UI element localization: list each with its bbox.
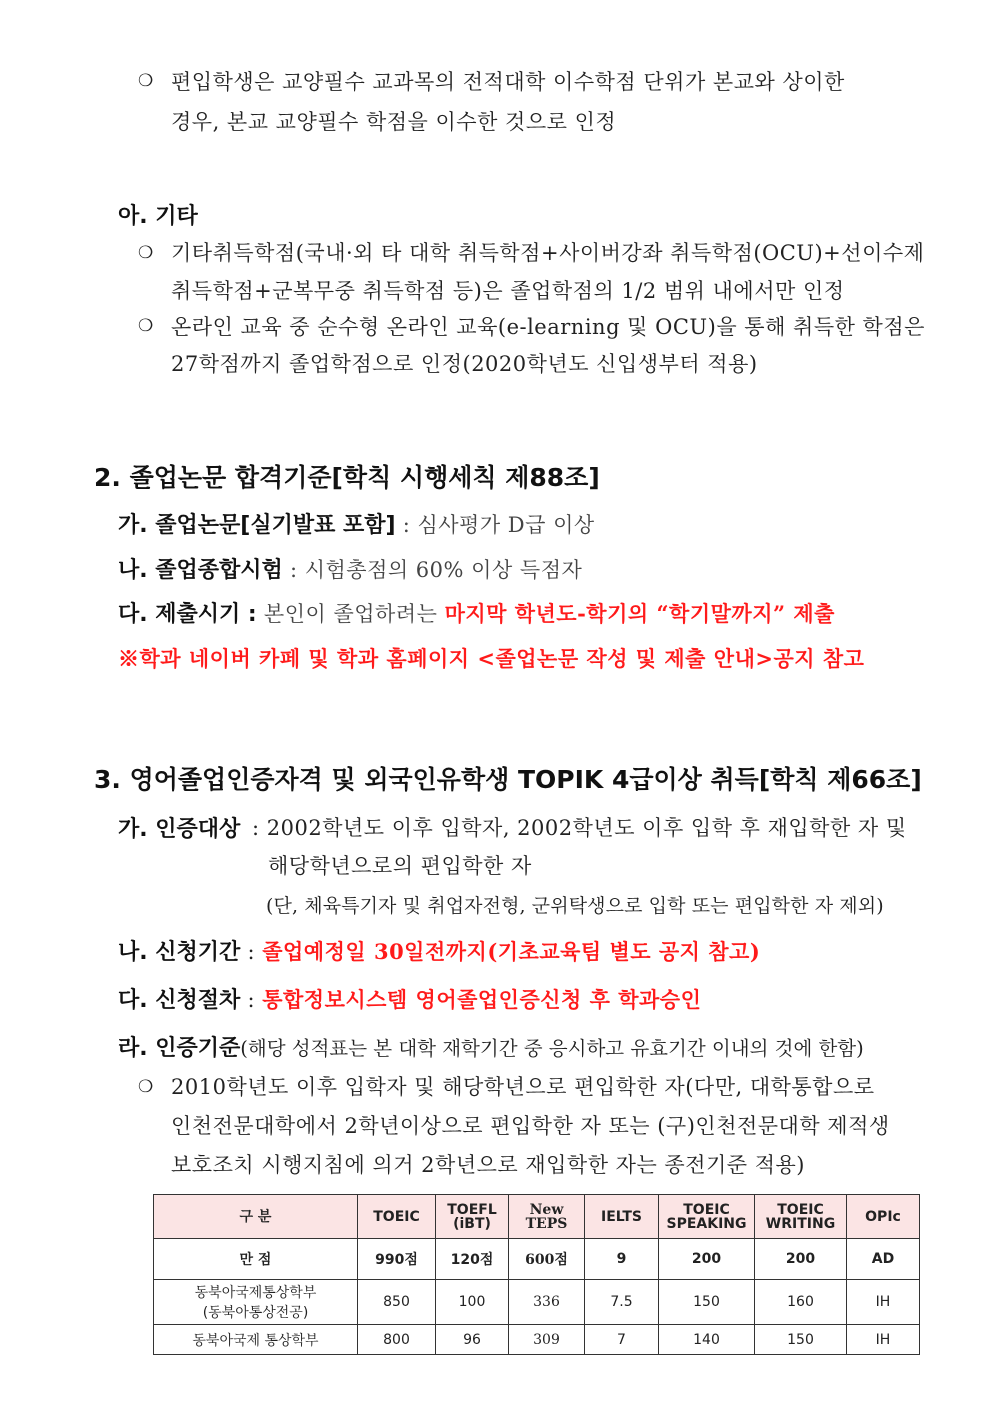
section3-ga-line1: : 2002학년도 이후 입학자, 2002학년도 이후 입학 후 재입학한 자 및	[252, 816, 907, 840]
section2-item-da	[118, 597, 835, 628]
header-toeic-speaking: TOEIC SPEAKING	[659, 1195, 755, 1239]
section3-na-period: 졸업예정일 30일전까지(기초교육팀 별도 공지 참고)	[262, 939, 761, 964]
section3-item-da	[118, 983, 701, 1014]
transfer-line-1: 편입학생은 교양필수 교과목의 전적대학 이수학점 단위가 본교와 상이한	[171, 70, 845, 94]
cell-toeic: 800	[358, 1325, 436, 1355]
section2-ga-text: : 심사평가 D급 이상	[395, 513, 595, 537]
cell-toefl: 96	[436, 1325, 509, 1355]
header-division: 구 분	[154, 1195, 358, 1239]
bullet-circle-icon: ❍	[138, 71, 154, 91]
cell-label: 만 점	[154, 1239, 358, 1280]
section2-na-text: : 시험총점의 60% 이상 득점자	[282, 558, 583, 582]
cell-toeic: 850	[358, 1280, 436, 1325]
section2-da-text: 본인이 졸업하려는	[256, 602, 445, 626]
section3-item-na	[118, 935, 760, 966]
section3-ra-text: (해당 성적표는 본 대학 재학기간 중 응시하고 유효기간 이내의 것에 한함)	[240, 1037, 864, 1060]
transfer-line-2: 경우, 본교 교양필수 학점을 이수한 것으로 인정	[171, 110, 617, 134]
table-row-full-score	[154, 1239, 920, 1280]
header-new-teps: New TEPS	[509, 1195, 585, 1239]
section3-ga-line2: 해당학년으로의 편입학한 자	[268, 854, 532, 878]
section3-da-label: 다. 신청절차	[118, 988, 241, 1013]
table-row	[154, 1325, 920, 1355]
table-header-row	[154, 1195, 920, 1239]
cell-opic: IH	[847, 1280, 920, 1325]
section3-da-procedure: 통합정보시스템 영어졸업인증신청 후 학과승인	[262, 987, 702, 1012]
cell-writing: 160	[755, 1280, 847, 1325]
english-requirement-table	[153, 1194, 920, 1355]
section3-ra-label: 라. 인증기준	[118, 1036, 241, 1061]
cell-label: 동북아국제 통상학부	[154, 1325, 358, 1355]
section2-item-na	[118, 553, 582, 584]
cell-speaking: 140	[659, 1325, 755, 1355]
other-bullet1-line2: 취득학점+군복무중 취득학점 등)은 졸업학점의 1/2 범위 내에서만 인정	[171, 279, 845, 303]
section2-da-deadline: 마지막 학년도-학기의 “학기말까지” 제출	[444, 601, 835, 626]
section2-da-label: 다. 제출시기 :	[118, 602, 257, 627]
section3-bullet-line3: 보호조치 시행지침에 의거 2학년으로 재입학한 자는 종전기준 적용)	[171, 1153, 806, 1177]
other-bullet1-line1: 기타취득학점(국내·외 타 대학 취득학점+사이버강좌 취득학점(OCU)+선이수제	[171, 241, 925, 265]
section2-ga-label: 가. 졸업논문[실기발표 포함]	[118, 513, 396, 538]
section3-na-colon: :	[240, 940, 263, 964]
header-toefl: TOEFL (iBT)	[436, 1195, 509, 1239]
cell-ielts: 9	[585, 1239, 659, 1280]
section2-na-label: 나. 졸업종합시험	[118, 558, 283, 583]
section3-ga-label: 가. 인증대상	[118, 817, 241, 842]
bullet-circle-icon: ❍	[138, 316, 154, 336]
section3-bullet-line1: 2010학년도 이후 입학자 및 해당학년으로 편입학한 자(다만, 대학통합으로	[171, 1075, 875, 1099]
section2-heading: 2. 졸업논문 합격기준[학칙 시행세칙 제88조]	[94, 463, 600, 492]
other-heading: 아. 기타	[118, 204, 198, 229]
cell-opic: IH	[847, 1325, 920, 1355]
cell-speaking: 200	[659, 1239, 755, 1280]
bullet-circle-icon: ❍	[138, 1077, 154, 1097]
section3-ga-line3: (단, 체육특기자 및 취업자전형, 군위탁생으로 입학 또는 편입학한 자 제외)	[266, 895, 884, 917]
section2-note: ※학과 네이버 카페 및 학과 홈페이지 <졸업논문 작성 및 제출 안내>공지 참고	[118, 646, 865, 671]
cell-speaking: 150	[659, 1280, 755, 1325]
cell-ielts: 7	[585, 1325, 659, 1355]
cell-toefl: 120점	[436, 1239, 509, 1280]
cell-label: 동북아국제통상학부 (동북아통상전공)	[154, 1280, 358, 1325]
section3-bullet-line2: 인천전문대학에서 2학년이상으로 편입학한 자 또는 (구)인천전문대학 제적생	[171, 1114, 890, 1138]
bullet-circle-icon: ❍	[138, 243, 154, 263]
other-bullet2-line1: 온라인 교육 중 순수형 온라인 교육(e-learning 및 OCU)을 통해 취득한 학점은	[171, 315, 925, 339]
cell-opic: AD	[847, 1239, 920, 1280]
cell-teps: 309	[509, 1325, 585, 1355]
header-toeic: TOEIC	[358, 1195, 436, 1239]
section3-na-label: 나. 신청기간	[118, 940, 241, 965]
header-opic: OPIc	[847, 1195, 920, 1239]
cell-teps: 336	[509, 1280, 585, 1325]
cell-teps: 600점	[509, 1239, 585, 1280]
header-ielts: IELTS	[585, 1195, 659, 1239]
section3-da-colon: :	[240, 988, 263, 1012]
cell-writing: 150	[755, 1325, 847, 1355]
other-bullet2-line2: 27학점까지 졸업학점으로 인정(2020학년도 신입생부터 적용)	[171, 352, 758, 376]
section2-item-ga	[118, 508, 595, 539]
cell-ielts: 7.5	[585, 1280, 659, 1325]
header-toeic-writing: TOEIC WRITING	[755, 1195, 847, 1239]
cell-toeic: 990점	[358, 1239, 436, 1280]
table-row	[154, 1280, 920, 1325]
cell-toefl: 100	[436, 1280, 509, 1325]
section3-heading: 3. 영어졸업인증자격 및 외국인유학생 TOPIK 4급이상 취득[학칙 제66조]	[94, 765, 922, 794]
cell-writing: 200	[755, 1239, 847, 1280]
section3-item-ra	[118, 1031, 864, 1062]
